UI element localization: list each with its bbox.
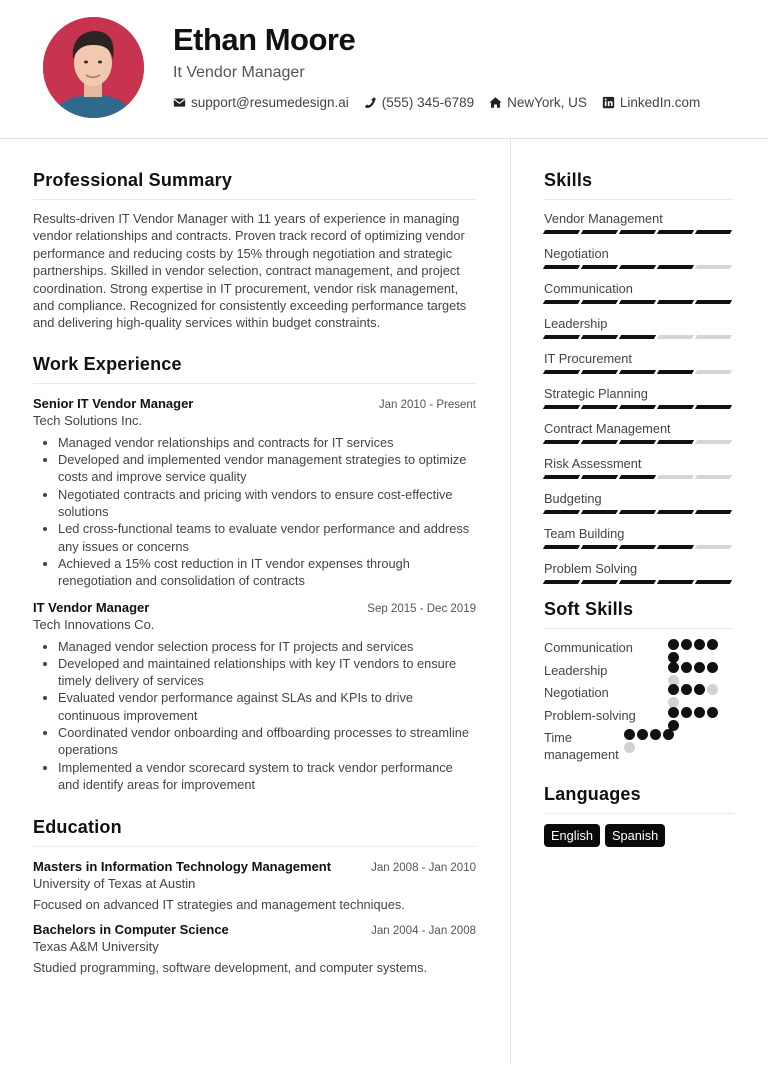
- contact-email[interactable]: [173, 95, 349, 110]
- skill-level-segment: [581, 405, 618, 409]
- soft-skill-item: [544, 684, 734, 707]
- rating-dot: [694, 684, 705, 695]
- soft-skill-rating: [624, 729, 676, 740]
- skill-level-segment: [581, 510, 618, 514]
- skill-level-segment: [581, 300, 618, 304]
- skill-level-bar: [544, 370, 734, 375]
- skill-level-segment: [695, 300, 732, 304]
- rating-dot: [624, 729, 635, 740]
- education-date: Jan 2004 - Jan 2008: [371, 925, 476, 938]
- languages-section: [544, 784, 734, 847]
- skill-level-segment: [657, 300, 694, 304]
- skill-level-bar: [544, 475, 734, 480]
- skill-level-segment: [543, 545, 580, 549]
- rating-dot: [681, 684, 692, 695]
- skill-level-segment: [695, 475, 732, 479]
- skill-level-segment: [619, 230, 656, 234]
- rating-dot: [707, 707, 718, 718]
- candidate-title: It Vendor Manager: [173, 64, 305, 81]
- skill-name: Budgeting: [544, 491, 602, 506]
- school: Texas A&M University: [33, 939, 159, 955]
- rating-dot: [624, 742, 635, 753]
- skill-level-segment: [657, 510, 694, 514]
- soft-skill-rating: [668, 639, 720, 650]
- skill-item: [544, 245, 734, 270]
- language-badge: English: [544, 824, 600, 847]
- skill-name: Contract Management: [544, 421, 671, 436]
- skill-level-segment: [695, 335, 732, 339]
- skill-level-bar: [544, 440, 734, 445]
- candidate-name: Ethan Moore: [173, 22, 356, 57]
- skill-level-segment: [657, 580, 694, 584]
- skills-heading: Skills: [544, 170, 734, 200]
- degree: Bachelors in Computer Science: [33, 922, 229, 938]
- soft-skills-section: [544, 599, 734, 763]
- skill-level-segment: [695, 545, 732, 549]
- skill-level-segment: [695, 230, 732, 234]
- education-entry: [33, 859, 476, 912]
- job-date: Sep 2015 - Dec 2019: [367, 602, 476, 615]
- rating-dot: [707, 684, 718, 695]
- education-section: [33, 817, 476, 975]
- contact-linkedin-text: LinkedIn.com: [619, 95, 701, 110]
- skill-name: Problem Solving: [544, 561, 638, 576]
- skill-level-segment: [619, 300, 656, 304]
- job-entry: [33, 396, 476, 590]
- skill-name: Strategic Planning: [544, 386, 648, 401]
- job-bullet: • Evaluated vendor performance against SLAs and KPIs to drive continuous improvement: [58, 689, 476, 724]
- job-bullet: • Coordinated vendor onboarding and offboarding processes to streamline operations: [58, 724, 476, 759]
- soft-skill-rating: [668, 707, 720, 718]
- job-bullet: • Implemented a vendor scorecard system to track vendor performance and identify areas for improvement: [58, 759, 476, 794]
- skill-item: [544, 525, 734, 550]
- education-description: Focused on advanced IT strategies and management techniques.: [33, 897, 405, 913]
- skill-level-segment: [657, 370, 694, 374]
- skill-level-segment: [543, 475, 580, 479]
- contact-phone-text: (555) 345-6789: [381, 95, 475, 110]
- skill-level-segment: [619, 440, 656, 444]
- job-bullet: • Led cross-functional teams to evaluate vendor performance and address any issues or concerns: [58, 520, 476, 555]
- soft-skills-list: [544, 639, 734, 763]
- sidebar-column: [544, 170, 734, 847]
- phone-icon: [364, 96, 377, 109]
- soft-skill-name: Time management: [544, 730, 619, 763]
- soft-skill-rating: [668, 662, 720, 673]
- soft-skills-heading: Soft Skills: [544, 599, 734, 629]
- skill-level-segment: [543, 300, 580, 304]
- skill-level-segment: [619, 580, 656, 584]
- summary-text: Results-driven IT Vendor Manager with 11 years of experience in managing vendor relationships and contracts. Proven track record of optimizing vendor performance and reducing costs by 15% through negotiation and strategic partnerships. Skilled in vendor selection, contract management, and project coordination. Strong expertise in IT procurement, vendor risk management, and compliance. Recognized for consistently exceeding performance targets and delivering high-quality services within budget constraints.: [33, 211, 467, 331]
- soft-skill-name: Communication: [544, 640, 633, 655]
- rating-dot: [663, 729, 674, 740]
- education-description: Studied programming, software development, and computer systems.: [33, 960, 428, 976]
- skill-level-segment: [581, 475, 618, 479]
- skill-level-segment: [581, 335, 618, 339]
- skill-level-segment: [657, 545, 694, 549]
- experience-section: [33, 354, 476, 793]
- soft-skill-name: Negotiation: [544, 685, 609, 701]
- skill-level-bar: [544, 300, 734, 305]
- soft-skill-item: [544, 729, 734, 763]
- skill-level-segment: [543, 405, 580, 409]
- contact-list: [173, 95, 715, 110]
- skill-item: [544, 385, 734, 410]
- skills-list: [544, 210, 734, 585]
- skills-section: [544, 170, 734, 585]
- skill-level-segment: [581, 265, 618, 269]
- skill-level-bar: [544, 545, 734, 550]
- skill-name: Leadership: [544, 316, 608, 331]
- skill-name: Communication: [544, 281, 633, 296]
- skill-level-segment: [695, 265, 732, 269]
- contact-location: [489, 95, 587, 110]
- skill-level-segment: [543, 265, 580, 269]
- skill-level-segment: [581, 545, 618, 549]
- skill-item: [544, 315, 734, 340]
- skill-level-segment: [581, 370, 618, 374]
- skill-name: Risk Assessment: [544, 456, 642, 471]
- degree: Masters in Information Technology Management: [33, 859, 332, 875]
- rating-dot: [668, 707, 679, 718]
- skill-name: Negotiation: [544, 246, 609, 261]
- column-divider: [510, 139, 511, 1063]
- skill-level-segment: [619, 370, 656, 374]
- rating-dot: [681, 662, 692, 673]
- contact-phone[interactable]: [364, 95, 474, 110]
- job-bullet: • Achieved a 15% cost reduction in IT vendor expenses through renegotiation and consolidation of contracts: [58, 555, 476, 590]
- skill-level-bar: [544, 230, 734, 235]
- rating-dot: [668, 662, 679, 673]
- job-bullet: • Developed and implemented vendor management strategies to optimize costs and improve service quality: [58, 451, 476, 486]
- skill-level-segment: [695, 405, 732, 409]
- contact-linkedin[interactable]: [602, 95, 700, 110]
- skill-item: [544, 210, 734, 235]
- summary-section: [33, 170, 476, 332]
- summary-heading: Professional Summary: [33, 170, 476, 200]
- rating-dot: [650, 729, 661, 740]
- job-title: Senior IT Vendor Manager: [33, 395, 194, 411]
- skill-level-segment: [619, 265, 656, 269]
- skill-level-segment: [695, 370, 732, 374]
- rating-dot: [694, 639, 705, 650]
- rating-dot: [707, 662, 718, 673]
- skill-name: Team Building: [544, 526, 625, 541]
- language-badge: Spanish: [605, 824, 665, 847]
- skill-level-segment: [543, 580, 580, 584]
- skill-level-segment: [543, 440, 580, 444]
- skill-level-bar: [544, 510, 734, 515]
- skill-item: [544, 420, 734, 445]
- contact-location-text: NewYork, US: [507, 95, 587, 110]
- job-company: Tech Innovations Co.: [33, 616, 155, 632]
- soft-skill-name: Leadership: [544, 662, 608, 678]
- skill-level-segment: [619, 475, 656, 479]
- skill-level-segment: [543, 510, 580, 514]
- skill-level-segment: [657, 405, 694, 409]
- skill-level-segment: [581, 440, 618, 444]
- job-company: Tech Solutions Inc.: [33, 412, 143, 428]
- rating-dot: [681, 707, 692, 718]
- skill-level-segment: [619, 335, 656, 339]
- soft-skill-item: [544, 707, 734, 730]
- skill-level-segment: [581, 230, 618, 234]
- rating-dot: [694, 662, 705, 673]
- job-bullet: • Managed vendor relationships and contracts for IT services: [58, 434, 476, 451]
- job-bullet: • Managed vendor selection process for IT projects and services: [58, 638, 476, 655]
- skill-level-segment: [619, 545, 656, 549]
- skill-level-bar: [544, 580, 734, 585]
- skill-item: [544, 490, 734, 515]
- skill-item: [544, 350, 734, 375]
- skill-level-bar: [544, 265, 734, 270]
- skill-level-segment: [657, 440, 694, 444]
- rating-dot: [707, 639, 718, 650]
- skill-level-segment: [543, 370, 580, 374]
- job-entry: [33, 600, 476, 794]
- education-entry: [33, 922, 476, 975]
- skill-name: IT Procurement: [544, 351, 632, 366]
- languages-heading: Languages: [544, 784, 734, 814]
- skill-level-segment: [657, 475, 694, 479]
- skill-item: [544, 280, 734, 305]
- rating-dot: [668, 639, 679, 650]
- job-title: IT Vendor Manager: [33, 599, 150, 615]
- school: University of Texas at Austin: [33, 876, 196, 892]
- skill-level-segment: [543, 230, 580, 234]
- job-bullets: [33, 434, 476, 590]
- skill-level-bar: [544, 335, 734, 340]
- home-icon: [489, 96, 502, 109]
- job-bullet: • Developed and maintained relationships with key IT vendors to ensure timely delivery of services: [58, 655, 476, 690]
- education-heading: Education: [33, 817, 476, 847]
- soft-skill-item: [544, 662, 734, 685]
- main-column: [33, 170, 476, 975]
- rating-dot: [668, 684, 679, 695]
- skill-level-segment: [657, 230, 694, 234]
- skill-level-segment: [543, 335, 580, 339]
- soft-skill-item: [544, 639, 734, 662]
- skill-item: [544, 560, 734, 585]
- skill-name: Vendor Management: [544, 211, 663, 226]
- skill-level-segment: [657, 265, 694, 269]
- contact-email-text: support@resumedesign.ai: [191, 95, 349, 110]
- skill-level-segment: [695, 580, 732, 584]
- skill-level-segment: [619, 510, 656, 514]
- skill-level-bar: [544, 405, 734, 410]
- linkedin-icon: [602, 96, 615, 109]
- rating-dot: [681, 639, 692, 650]
- languages-list: [544, 824, 734, 847]
- skill-level-segment: [581, 580, 618, 584]
- resume-header: [0, 0, 768, 139]
- job-bullets: [33, 638, 476, 794]
- soft-skill-rating: [668, 684, 720, 695]
- envelope-icon: [173, 96, 186, 109]
- rating-dot: [637, 729, 648, 740]
- skill-level-segment: [619, 405, 656, 409]
- avatar: [43, 17, 144, 118]
- job-date: Jan 2010 - Present: [378, 398, 476, 411]
- soft-skill-name: Problem-solving: [544, 707, 636, 723]
- profile-photo: [43, 17, 144, 118]
- skill-level-segment: [695, 440, 732, 444]
- education-date: Jan 2008 - Jan 2010: [371, 862, 476, 875]
- experience-heading: Work Experience: [33, 354, 476, 384]
- rating-dot: [694, 707, 705, 718]
- job-bullet: • Negotiated contracts and pricing with vendors to ensure cost-effective solutions: [58, 486, 476, 521]
- skill-level-segment: [695, 510, 732, 514]
- skill-level-segment: [657, 335, 694, 339]
- skill-item: [544, 455, 734, 480]
